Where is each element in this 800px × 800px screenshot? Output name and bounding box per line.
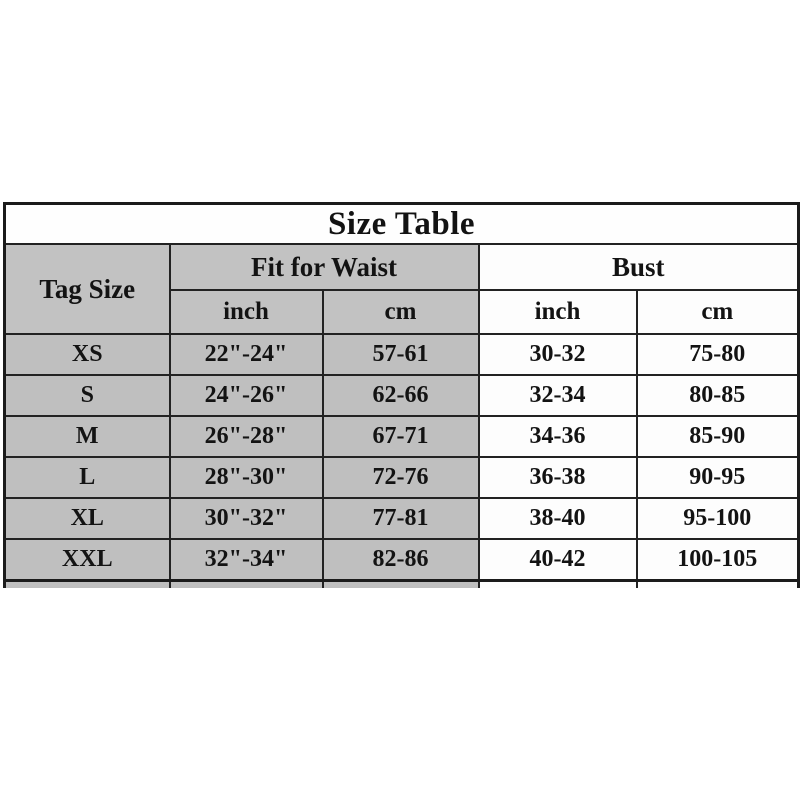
- cropped-cell: [170, 581, 323, 589]
- waist-cm-header: cm: [323, 290, 479, 334]
- bust-group-header: Bust: [479, 244, 799, 290]
- cropped-next-row: [5, 581, 799, 589]
- tag-size-cell: XS: [5, 334, 170, 375]
- table-title: Size Table: [5, 204, 799, 245]
- table-title-row: [5, 204, 799, 245]
- waist-inch-cell: 30"-32": [170, 498, 323, 539]
- tag-size-cell: XL: [5, 498, 170, 539]
- waist-group-header: Fit for Waist: [170, 244, 479, 290]
- waist-cm-cell: 67-71: [323, 416, 479, 457]
- bust-inch-cell: 34-36: [479, 416, 637, 457]
- size-row-xxl: [5, 539, 799, 581]
- size-row-m: [5, 416, 799, 457]
- waist-inch-cell: 28"-30": [170, 457, 323, 498]
- tag-size-cell: L: [5, 457, 170, 498]
- tag-size-cell: XXL: [5, 539, 170, 581]
- bust-inch-cell: 32-34: [479, 375, 637, 416]
- size-row-l: [5, 457, 799, 498]
- size-row-s: [5, 375, 799, 416]
- tag-size-cell: S: [5, 375, 170, 416]
- waist-inch-cell: 24"-26": [170, 375, 323, 416]
- tag-size-header: Tag Size: [5, 244, 170, 334]
- waist-cm-cell: 82-86: [323, 539, 479, 581]
- waist-cm-cell: 72-76: [323, 457, 479, 498]
- bust-cm-cell: 80-85: [637, 375, 799, 416]
- bust-inch-cell: 38-40: [479, 498, 637, 539]
- waist-inch-cell: 26"-28": [170, 416, 323, 457]
- size-row-xs: [5, 334, 799, 375]
- bust-cm-cell: 85-90: [637, 416, 799, 457]
- waist-inch-cell: 32"-34": [170, 539, 323, 581]
- waist-cm-cell: 62-66: [323, 375, 479, 416]
- bust-inch-cell: 30-32: [479, 334, 637, 375]
- bust-inch-cell: 40-42: [479, 539, 637, 581]
- waist-cm-cell: 57-61: [323, 334, 479, 375]
- waist-inch-cell: 22"-24": [170, 334, 323, 375]
- bust-inch-cell: 36-38: [479, 457, 637, 498]
- size-row-xl: [5, 498, 799, 539]
- cropped-cell: [637, 581, 799, 589]
- bust-cm-cell: 90-95: [637, 457, 799, 498]
- bust-cm-header: cm: [637, 290, 799, 334]
- cropped-cell: [5, 581, 170, 589]
- waist-inch-header: inch: [170, 290, 323, 334]
- tag-size-cell: M: [5, 416, 170, 457]
- bust-cm-cell: 100-105: [637, 539, 799, 581]
- cropped-cell: [479, 581, 637, 589]
- bust-cm-cell: 75-80: [637, 334, 799, 375]
- bust-inch-header: inch: [479, 290, 637, 334]
- bust-cm-cell: 95-100: [637, 498, 799, 539]
- size-chart: [3, 202, 797, 588]
- cropped-cell: [323, 581, 479, 589]
- group-header-row: [5, 244, 799, 290]
- size-table: [3, 202, 800, 588]
- waist-cm-cell: 77-81: [323, 498, 479, 539]
